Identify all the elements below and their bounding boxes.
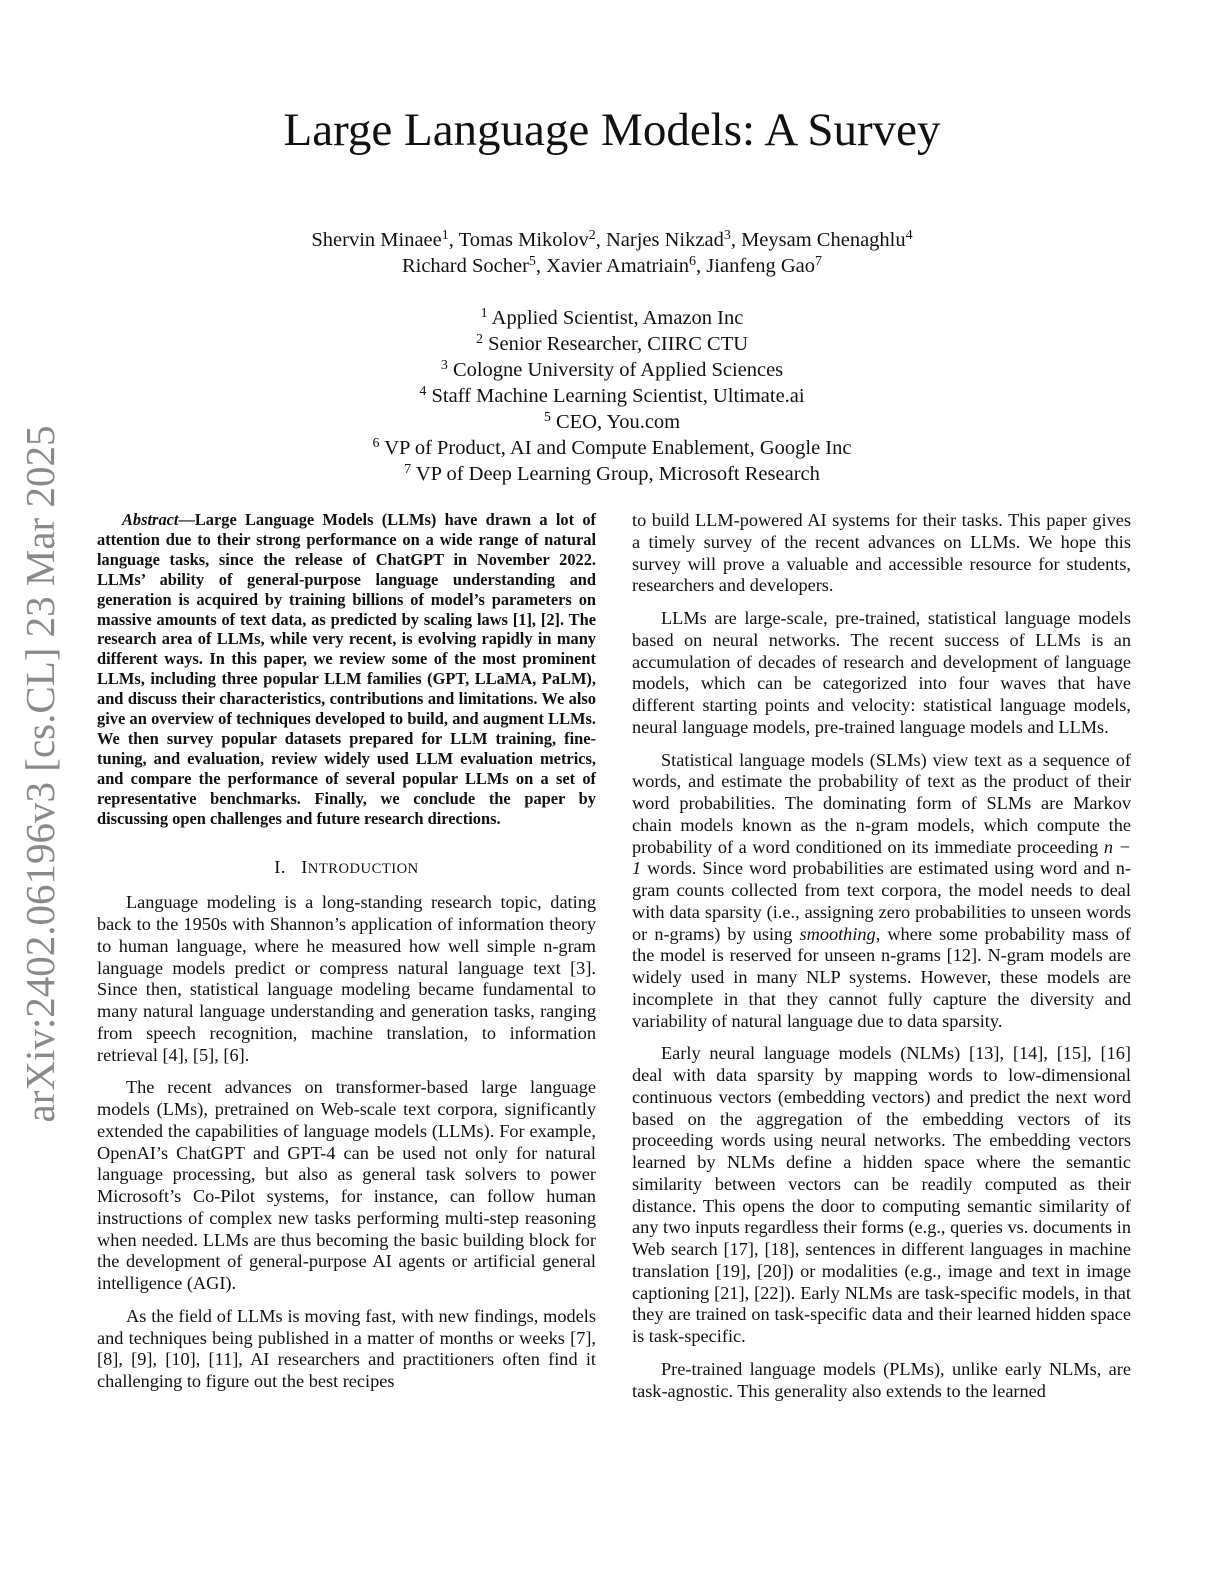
section-title-rest: NTRODUCTION [307, 860, 419, 877]
body-paragraph: Language modeling is a long-standing research topic, dating back to the 1950s with Shannon’s application of information theory to human language, where he measured how well simple n-gram language models predict or compress natural language text [3]. Since then, statistical language modeling became fundamental to many natural language understanding and generation tasks, ranging from speech recognition, machine translation, to information retrieval [4], [5], [6]. [97, 892, 596, 1065]
affiliation-mark: 7 [404, 462, 412, 477]
body-paragraph: Pre-trained language models (PLMs), unlike early NLMs, are task-agnostic. This generality also extends to the learned [632, 1358, 1131, 1401]
affiliation-text: Senior Researcher, CIIRC CTU [488, 333, 749, 355]
body-paragraph: LLMs are large-scale, pre-trained, statistical language models based on neural networks. The recent success of LLMs is an accumulation of decades of research and development of language models, which can be categorized into four waves that have different starting points and velocity: statistical language models, neural language models, pre-trained language models and LLMs. [632, 608, 1131, 737]
affiliation-text: Cologne University of Applied Sciences [452, 359, 784, 381]
affiliation-mark: 1 [480, 306, 488, 321]
affiliation-mark: 3 [440, 358, 448, 373]
body-paragraph-slm [632, 750, 1131, 1033]
affiliation-mark: 3 [723, 228, 731, 243]
paragraph-text: , where some probability mass of the model is reserved for unseen n-grams [12]. N-gram models are widely used in many NLP systems. However, these models are incomplete in that they cannot fully capture the diversity and variability of natural language due to data sparsity. [632, 923, 1131, 1031]
paper-title: Large Language Models: A Survey [283, 104, 941, 156]
affiliation-line [0, 331, 1224, 357]
body-paragraph: As the field of LLMs is moving fast, with new findings, models and techniques being published in a matter of months or weeks [7], [8], [9], [10], [11], AI researchers and practitioners often find it challenging to figure out the best recipes [97, 1305, 596, 1391]
affiliation-mark: 6 [689, 254, 697, 269]
section-numeral: I. [274, 856, 286, 877]
abstract-label: Abstract [122, 510, 179, 529]
body-paragraph: Early neural language models (NLMs) [13], [14], [15], [16] deal with data sparsity by mapping words to low-dimensional continuous vectors (embedding vectors) and predict the next word based on the aggregation of the embedding vectors of its proceeding words using neural networks. The embedding vectors learned by NLMs define a hidden space where the semantic similarity between vectors can be readily computed as their distance. This opens the door to computing semantic similarity of any two inputs regardless their forms (e.g., queries vs. documents in Web search [17], [18], sentences in different languages in machine translation [19], [20]) or modalities (e.g., image and text in image captioning [21], [22]). Early NLMs are task-specific models, in that they are trained on task-specific data and their learned hidden space is task-specific. [632, 1043, 1131, 1346]
affiliation-text: CEO, You.com [555, 411, 681, 433]
affiliation-list [0, 305, 1224, 487]
author-list [0, 227, 1224, 279]
abstract [97, 510, 596, 829]
arxiv-identifier: arXiv:2402.06196v3 [cs.CL] 23 Mar 2025 [17, 425, 63, 1123]
abstract-dash: — [178, 510, 195, 529]
affiliation-mark: 2 [475, 332, 483, 347]
author-line-2 [0, 253, 1224, 279]
section-title-initial: I [301, 856, 308, 877]
right-column [632, 510, 1131, 1402]
author-name: Tomas Mikolov [458, 229, 589, 251]
affiliation-line [0, 357, 1224, 383]
author-name: Xavier Amatriain [546, 255, 690, 277]
author-name: Shervin Minaee [311, 229, 442, 251]
affiliation-mark: 6 [372, 436, 380, 451]
author-name: Meysam Chenaghlu [741, 229, 906, 251]
abstract-text: Large Language Models (LLMs) have drawn a lot of attention due to their strong performance on a wide range of natural language tasks, since the release of ChatGPT in November 2022. LLMs’ ability of general-purpose language understanding and generation is acquired by training billions of model’s parameters on massive amounts of text data, as predicted by scaling laws [1], [2]. The research area of LLMs, while very recent, is evolving rapidly in many different ways. In this paper, we review some of the most prominent LLMs, including three popular LLM families (GPT, LLaMA, PaLM), and discuss their characteristics, contributions and limitations. We also give an overview of techniques developed to build, and augment LLMs. We then survey popular datasets prepared for LLM training, fine-tuning, and evaluation, review widely used LLM evaluation metrics, and compare the performance of several popular LLMs on a set of representative benchmarks. Finally, we conclude the paper by discussing open challenges and future research directions. [97, 510, 596, 828]
author-separator: , [448, 229, 459, 251]
affiliation-line [0, 461, 1224, 487]
math-expression: n − 1 [632, 836, 1131, 879]
affiliation-text: Applied Scientist, Amazon Inc [491, 307, 744, 329]
section-heading-introduction [97, 857, 596, 881]
affiliation-mark: 5 [528, 254, 536, 269]
affiliation-line [0, 435, 1224, 461]
author-separator: , [535, 255, 547, 277]
affiliation-mark: 5 [543, 410, 551, 425]
affiliation-line [0, 305, 1224, 331]
affiliation-mark: 1 [441, 228, 449, 243]
author-name: Narjes Nikzad [606, 229, 724, 251]
author-separator: , [696, 255, 707, 277]
emphasis-text: smoothing [799, 923, 876, 944]
body-paragraph: The recent advances on transformer-based large language models (LMs), pretrained on Web-scale text corpora, significantly extended the capabilities of language models (LLMs). For example, OpenAI’s ChatGPT and GPT-4 can be used not only for natural language processing, but also as general task solvers to power Microsoft’s Co-Pilot systems, for instance, can follow human instructions of complex new tasks performing multi-step reasoning when needed. LLMs are thus becoming the basic building block for the development of general-purpose AI agents or artificial general intelligence (AGI). [97, 1077, 596, 1293]
body-paragraph: to build LLM-powered AI systems for their tasks. This paper gives a timely survey of the recent advances on LLMs. We hope this survey will prove a valuable and accessible resource for students, researchers and developers. [632, 510, 1131, 596]
affiliation-line [0, 409, 1224, 435]
affiliation-text: Staff Machine Learning Scientist, Ultimate.ai [431, 385, 805, 407]
left-column [97, 510, 596, 1393]
paragraph-text: words. Since word probabilities are estimated using word and n-gram counts collected from text corpora, the model needs to deal with data sparsity (i.e., assigning zero probabilities to unseen words or n-grams) by using [632, 858, 1131, 944]
author-separator: , [595, 229, 606, 251]
author-name: Jianfeng Gao [706, 255, 816, 277]
affiliation-mark: 4 [419, 384, 427, 399]
affiliation-mark: 7 [815, 254, 823, 269]
affiliation-mark: 2 [588, 228, 596, 243]
affiliation-text: VP of Product, AI and Compute Enablement, Google Inc [384, 437, 852, 459]
affiliation-line [0, 383, 1224, 409]
affiliation-mark: 4 [905, 228, 913, 243]
author-separator: , [730, 229, 742, 251]
affiliation-text: VP of Deep Learning Group, Microsoft Research [415, 463, 820, 485]
author-line-1 [0, 227, 1224, 253]
author-name: Richard Socher [401, 255, 529, 277]
paragraph-text: Statistical language models (SLMs) view text as a sequence of words, and estimate the probability of text as the product of their word probabilities. The dominating form of SLMs are Markov chain models known as the n-gram models, which compute the probability of a word conditioned on its immediate proceeding [632, 749, 1131, 857]
